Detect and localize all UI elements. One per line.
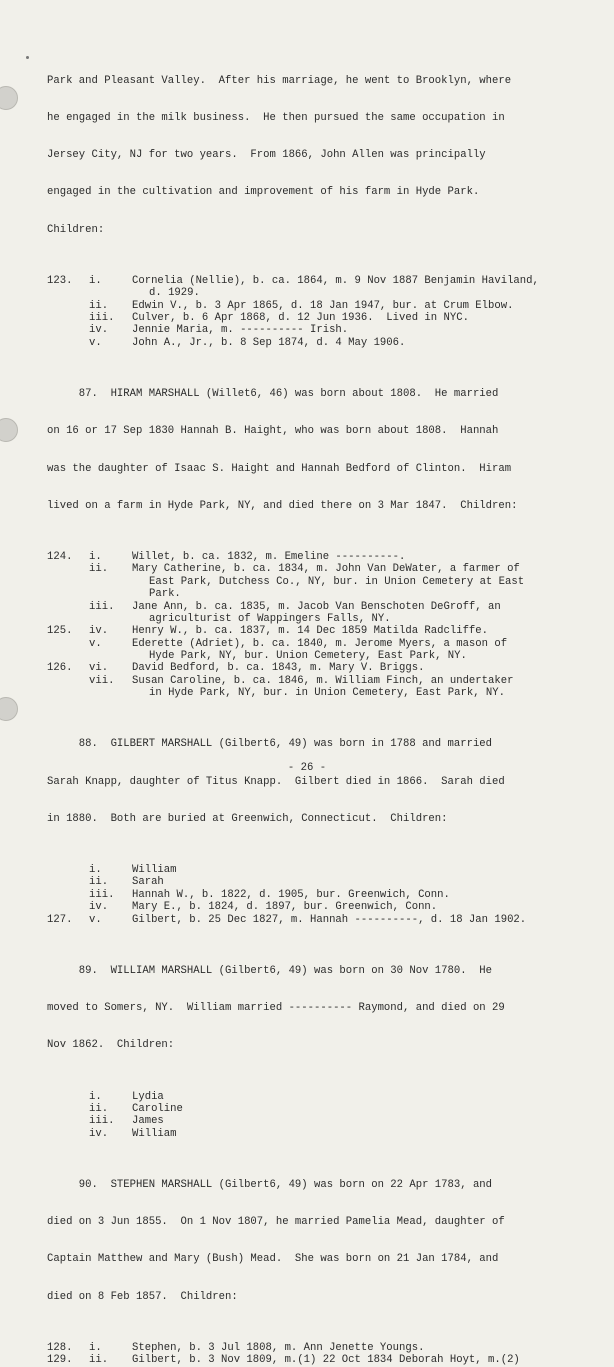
roman-numeral: ii. [89, 1354, 109, 1367]
child-entry [47, 876, 599, 888]
entry-text: David Bedford, b. ca. 1843, m. Mary V. Briggs. [132, 662, 425, 675]
child-entry [47, 324, 599, 336]
children-list-5 [47, 1342, 599, 1367]
child-entry [47, 1128, 599, 1140]
entry-text: Hannah W., b. 1822, d. 1905, bur. Greenwich, Conn. [132, 888, 450, 901]
intro-paragraph: Park and Pleasant Valley. After his marriage, he went to Brooklyn, where he engaged in the milk business. He then pursued the same occupation in Jersey City, NJ for two years. From 1866, John Allen was principally engaged in the cultivation and improvement of his farm in Hyde Park. Children: [47, 74, 512, 236]
roman-numeral: ii. [89, 1102, 109, 1115]
children-list-3 [47, 864, 599, 926]
entry-continuation: agriculturist of Wappingers Falls, NY. [149, 612, 391, 625]
child-entry [47, 1091, 599, 1103]
entry-number: 127. [47, 913, 73, 926]
child-entry [47, 1115, 599, 1127]
child-entry [47, 889, 599, 901]
child-entry [47, 901, 599, 913]
roman-numeral: vii. [89, 674, 115, 687]
punch-hole [0, 697, 18, 721]
punch-hole [0, 418, 18, 442]
entry-text: Lydia [132, 1090, 164, 1103]
punch-hole [0, 86, 18, 110]
entry-text: Jane Ann, b. ca. 1835, m. Jacob Van Benschoten DeGroff, an [132, 600, 501, 613]
roman-numeral: iii. [89, 888, 115, 901]
entry-number: 129. [47, 1354, 73, 1367]
child-entry [47, 337, 599, 349]
paragraph-87: 87. HIRAM MARSHALL (Willet6, 46) was born about 1808. He married on 16 or 17 Sep 1830 Hannah B. Haight, who was born about 1808. Hannah was the daughter of Isaac S. Haight and Hannah Bedford of Clinton. Hiram lived on a farm in Hyde Park, NY, and died there on 3 Mar 1847. Children: [47, 388, 518, 512]
roman-numeral: ii. [89, 876, 109, 889]
entry-number: 128. [47, 1341, 73, 1354]
roman-numeral: iii. [89, 1115, 115, 1128]
child-entry [47, 625, 599, 637]
entry-text: Stephen, b. 3 Jul 1808, m. Ann Jenette Youngs. [132, 1341, 425, 1354]
entry-text: William [132, 1127, 177, 1140]
entry-text: Caroline [132, 1102, 183, 1115]
roman-numeral: iv. [89, 625, 109, 638]
roman-numeral: iv. [89, 1127, 109, 1140]
document-body [47, 50, 599, 1367]
entry-text: Ederette (Adriet), b. ca. 1840, m. Jerome Myers, a mason of [132, 637, 508, 650]
entry-number: 125. [47, 625, 73, 638]
roman-numeral: iv. [89, 901, 109, 914]
roman-numeral: i. [89, 1090, 102, 1103]
roman-numeral: i. [89, 864, 102, 877]
entry-text: Gilbert, b. 3 Nov 1809, m.(1) 22 Oct 1834 Deborah Hoyt, m.(2) [132, 1354, 520, 1367]
roman-numeral: v. [89, 913, 102, 926]
child-entry [47, 312, 599, 324]
entry-continuation: East Park, Dutchess Co., NY, bur. in Union Cemetery at East [149, 575, 525, 588]
roman-numeral: i. [89, 1341, 102, 1354]
roman-numeral: vi. [89, 662, 109, 675]
child-entry [47, 1354, 599, 1366]
child-entry [47, 275, 599, 287]
roman-numeral: i. [89, 550, 102, 563]
entry-continuation: in Hyde Park, NY, bur. in Union Cemetery, East Park, NY. [149, 687, 506, 700]
roman-numeral: i. [89, 274, 102, 287]
entry-text: Mary E., b. 1824, d. 1897, bur. Greenwich, Conn. [132, 901, 438, 914]
roman-numeral: ii. [89, 299, 109, 312]
entry-text: Henry W., b. ca. 1837, m. 14 Dec 1859 Matilda Radcliffe. [132, 625, 489, 638]
entry-text: Willet, b. ca. 1832, m. Emeline ----------. [132, 550, 406, 563]
entry-continuation: Hyde Park, NY, bur. Union Cemetery, East Park, NY. [149, 650, 467, 663]
page-number: - 26 - [287, 762, 327, 774]
entry-text: Jennie Maria, m. ---------- Irish. [132, 324, 349, 337]
child-entry [47, 601, 599, 613]
entry-text: Cornelia (Nellie), b. ca. 1864, m. 9 Nov 1887 Benjamin Haviland, [132, 274, 539, 287]
children-list-2 [47, 551, 599, 700]
entry-number: 123. [47, 274, 73, 287]
entry-text: Culver, b. 6 Apr 1868, d. 12 Jun 1936. Lived in NYC. [132, 312, 469, 325]
children-list-1 [47, 275, 599, 349]
entry-number: 124. [47, 550, 73, 563]
roman-numeral: v. [89, 336, 102, 349]
entry-continuation: Park. [149, 588, 181, 601]
entry-text: Susan Caroline, b. ca. 1846, m. William Finch, an undertaker [132, 674, 514, 687]
entry-text: John A., Jr., b. 8 Sep 1874, d. 4 May 1906. [132, 336, 406, 349]
entry-text: Mary Catherine, b. ca. 1834, m. John Van DeWater, a farmer of [132, 563, 520, 576]
entry-text: Edwin V., b. 3 Apr 1865, d. 18 Jan 1947, bur. at Crum Elbow. [132, 299, 514, 312]
entry-text: James [132, 1115, 164, 1128]
entry-text: William [132, 864, 177, 877]
paragraph-90: 90. STEPHEN MARSHALL (Gilbert6, 49) was born on 22 Apr 1783, and died on 3 Jun 1855. On 1 Nov 1807, he married Pamelia Mead, daughter of Captain Matthew and Mary (Bush) Mead. She was born on 21 Jan 1784, and died on 8 Feb 1857. Children: [47, 1178, 505, 1303]
child-entry [47, 864, 599, 876]
entry-continuation: d. 1929. [149, 287, 200, 300]
roman-numeral: iv. [89, 324, 109, 337]
paragraph-89: 89. WILLIAM MARSHALL (Gilbert6, 49) was born on 30 Nov 1780. He moved to Somers, NY. William married ---------- Raymond, and died on 29 Nov 1862. Children: [47, 964, 505, 1052]
child-entry [47, 1103, 599, 1115]
child-entry [47, 675, 599, 687]
child-entry [47, 662, 599, 674]
child-entry [47, 1342, 599, 1354]
roman-numeral: v. [89, 637, 102, 650]
entry-number: 126. [47, 662, 73, 675]
child-entry [47, 638, 599, 650]
paragraph-88: 88. GILBERT MARSHALL (Gilbert6, 49) was born in 1788 and married Sarah Knapp, daughter of Titus Knapp. Gilbert died in 1866. Sarah died in 1880. Both are buried at Greenwich, Connecticut. Children: [47, 738, 505, 825]
roman-numeral: iii. [89, 600, 115, 613]
entry-text: Gilbert, b. 25 Dec 1827, m. Hannah ----------, d. 18 Jan 1902. [132, 913, 527, 926]
roman-numeral: ii. [89, 563, 109, 576]
child-entry [47, 551, 599, 563]
child-entry [47, 563, 599, 575]
roman-numeral: iii. [89, 312, 115, 325]
children-list-4 [47, 1091, 599, 1141]
child-entry [47, 914, 599, 926]
entry-text: Sarah [132, 876, 164, 889]
child-entry [47, 300, 599, 312]
speck [26, 56, 29, 59]
